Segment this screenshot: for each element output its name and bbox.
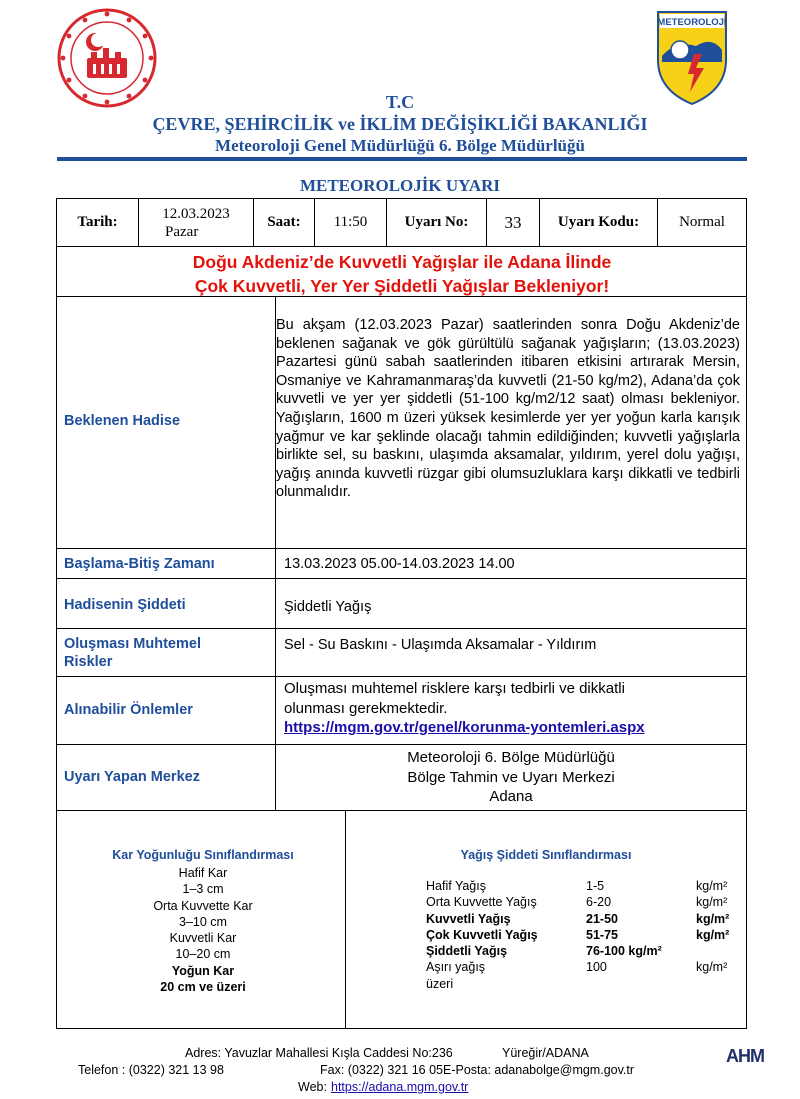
event-label: Beklenen Hadise [64, 413, 181, 429]
rain-class-name: Şiddetli Yağış [426, 944, 508, 959]
document-title: METEOROLOJİK UYARI [299, 176, 501, 195]
risks-label-line2: Riskler [64, 654, 113, 670]
rain-class-range: 1-5 [586, 879, 605, 893]
rain-class-row [426, 911, 729, 927]
day-value: Pazar [165, 223, 199, 240]
measures-line1: Oluşması muhtemel risklere karşı tedbirli ve dikkatli [284, 680, 625, 697]
center-label: Uyarı Yapan Merkez [64, 769, 200, 785]
directorate-name: Meteoroloji Genel Müdürlüğü 6. Bölge Müdürlüğü [215, 136, 585, 155]
footer-web-link[interactable]: https://adana.mgm.gov.tr [331, 1080, 469, 1094]
rain-class-row [426, 927, 729, 943]
rain-class-unit: kg/m² [696, 895, 728, 910]
rain-class-row [426, 959, 729, 975]
date-label: Tarih: [77, 214, 118, 230]
snow-class-item: Orta Kuvvette Kar [153, 898, 253, 913]
snow-class-item: Kuvvetli Kar [169, 931, 237, 946]
snow-class-item: 1–3 cm [182, 882, 224, 897]
snow-class-item: 10–20 cm [175, 947, 231, 962]
rain-class-name: Çok Kuvvetli Yağış [426, 927, 538, 942]
warning-code-value: Normal [679, 214, 725, 230]
time-value: 11:50 [333, 214, 368, 230]
measures-label: Alınabilir Önlemler [64, 702, 193, 718]
measures-value [284, 679, 645, 738]
rain-class-range [586, 976, 696, 992]
footer-fax-email: Fax: (0322) 321 16 05E-Posta: adanabolge@mgm.gov.tr [320, 1063, 635, 1077]
alert-headline-line2: Çok Kuvvetli, Yer Yer Şiddetli Yağışlar Bekleniyor! [194, 276, 610, 296]
rain-class-range: 51-75 [586, 927, 618, 942]
period-value: 13.03.2023 05.00-14.03.2023 14.00 [284, 556, 515, 572]
footer-district: Yüreğir/ADANA [502, 1046, 589, 1060]
risks-value: Sel - Su Baskını - Ulaşımda Aksamalar - Yıldırım [284, 637, 597, 653]
footer-web-label: Web: [298, 1080, 327, 1094]
date-value: 12.03.2023 [162, 205, 230, 222]
snow-class-item: 20 cm ve üzeri [160, 980, 246, 995]
risks-label [64, 635, 201, 671]
center-line2: Bölge Tahmin ve Uyarı Merkezi [407, 768, 615, 786]
rain-class-name: Hafif Yağış [426, 879, 486, 893]
warning-code-label: Uyarı Kodu: [557, 214, 640, 230]
measures-link[interactable]: https://mgm.gov.tr/genel/korunma-yontemleri.aspx [284, 719, 645, 736]
event-description: Bu akşam (12.03.2023 Pazar) saatlerinden sonra Doğu Akdeniz’de beklenen sağanak ve gök gürültülü sağanak yağışların; (13.03.2023) Pazartesi günü sabah saatlerinden itibaren etkisini artırarak Mersin, Osmaniye ve Kahramanmaraş’da kuvvetli (21-50 kg/m2), Adana’da çok kuvvetli ve yer yer şiddetli (51-100 kg/m2/12 saat) olması bekleniyor. Yağışların, 1600 m üzeri yüksek kesimlerde yer yer yoğun karla karışık yağmur ve kar şeklinde olacağı tahmin edildiğinden; kuvvetli yağışlarla birlikte sel, su baskını, ulaşımda aksamalar, yıldırım, yerel dolu yağışı, yağış anında kuvvetli rüzgar gibi olumsuzluklara karşı dikkatli ve tedbirli olunmalıdır. [276, 317, 740, 501]
center-line1: Meteoroloji 6. Bölge Müdürlüğü [407, 749, 615, 766]
snow-class-item: Hafif Kar [178, 866, 228, 880]
rain-class-range: 21-50 [586, 911, 618, 926]
rain-class-name: Aşırı yağış [426, 960, 486, 975]
rain-class-row [426, 894, 729, 910]
severity-label: Hadisenin Şiddeti [64, 597, 186, 613]
snow-class-item: 3–10 cm [179, 914, 227, 929]
footer-phone: Telefon : (0322) 321 13 98 [78, 1063, 224, 1077]
center-line3: Adana [489, 788, 533, 805]
snow-classification-list [62, 865, 344, 995]
header-rule [57, 157, 747, 161]
meteorology-logo-text: METEOROLOJİ [657, 17, 727, 28]
rain-class-name: Kuvvetli Yağış [426, 911, 511, 926]
alert-headline [60, 250, 744, 298]
warning-no-label: Uyarı No: [404, 214, 469, 230]
alert-headline-line1: Doğu Akdeniz’de Kuvvetli Yağışlar ile Adana İlinde [192, 252, 612, 272]
rain-class-range: 76-100 kg/m² [586, 944, 662, 959]
rain-class-unit: kg/m² [696, 960, 728, 975]
rain-class-name: üzeri [426, 976, 454, 991]
snow-class-item: Yoğun Kar [171, 963, 235, 978]
footer-address: Adres: Yavuzlar Mahallesi Kışla Caddesi No:236 [185, 1046, 453, 1060]
watermark-logo: AHM [726, 1046, 764, 1066]
header-tc: T.C [385, 92, 415, 112]
rain-class-range: 6-20 [586, 895, 612, 910]
rain-classification-title: Yağış Şiddeti Sınıflandırması [460, 848, 632, 862]
warning-no-value: 33 [504, 212, 522, 232]
rain-class-row [426, 878, 729, 894]
snow-classification-title: Kar Yoğunluğu Sınıflandırması [112, 848, 294, 862]
period-label: Başlama-Bitiş Zamanı [64, 556, 215, 572]
rain-classification-table [426, 878, 729, 992]
rain-class-unit: kg/m² [696, 911, 730, 926]
time-label: Saat: [267, 214, 301, 230]
rain-class-name: Orta Kuvvette Yağış [426, 895, 537, 910]
risks-label-line1: Oluşması Muhtemel [64, 636, 201, 652]
rain-class-unit: kg/m² [696, 927, 730, 942]
date-cell [139, 199, 253, 246]
rain-class-unit: kg/m² [696, 879, 728, 893]
measures-line2: olunması gerekmektedir. [284, 699, 448, 717]
severity-value: Şiddetli Yağış [284, 599, 372, 615]
rain-class-range: 100 [586, 960, 607, 975]
rain-class-row [426, 976, 729, 992]
rain-class-row [426, 943, 729, 959]
ministry-name: ÇEVRE, ŞEHİRCİLİK ve İKLİM DEĞİŞİKLİĞİ BAKANLIĞI [152, 114, 648, 134]
center-value [277, 748, 745, 807]
